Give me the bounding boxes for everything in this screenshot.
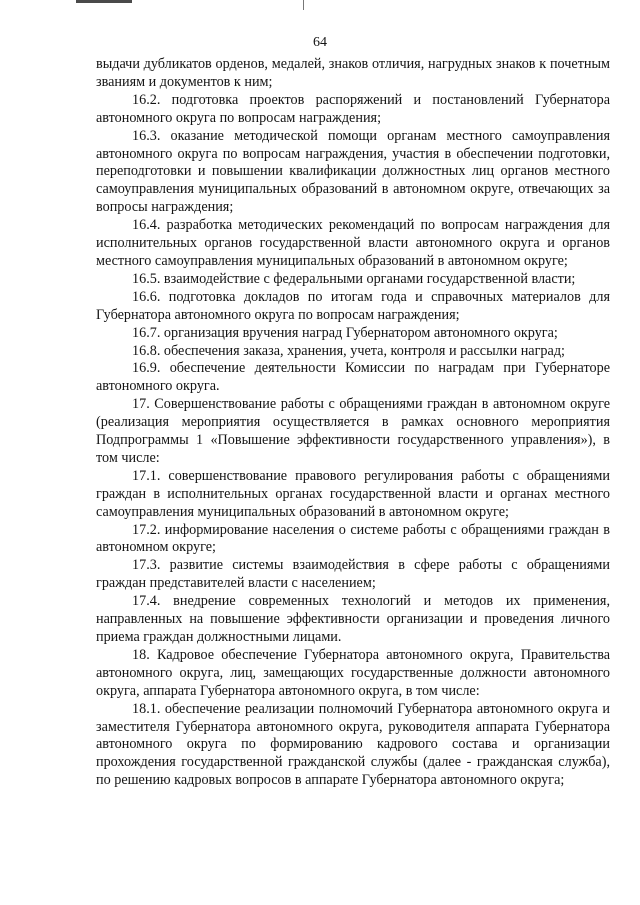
paragraph-16-1-continuation: выдачи дубликатов орденов, медалей, знаков отличия, нагрудных знаков к почетным званиям и документов к ним; — [96, 56, 610, 90]
paragraph-16-6: 16.6. подготовка докладов по итогам года и справочных материалов для Губернатора автономного округа по вопросам награждения; — [96, 288, 610, 323]
paragraph-18: 18. Кадровое обеспечение Губернатора автономного округа, Правительства автономного округа, лиц, замещающих государственные должности автономного округа, аппарата Губернатора автономного округа, в том числе: — [96, 646, 610, 699]
paragraph-16-5: 16.5. взаимодействие с федеральными органами государственной власти; — [132, 270, 576, 287]
paragraph-16-9: 16.9. обеспечение деятельности Комиссии по наградам при Губернаторе автономного округа. — [96, 360, 610, 395]
paragraph-17-2: 17.2. информирование населения о системе работы с обращениями граждан в автономном округе; — [96, 521, 610, 556]
paragraph-16-2: 16.2. подготовка проектов распоряжений и постановлений Губернатора автономного округа по вопросам награждения; — [96, 91, 610, 126]
scan-mark — [303, 0, 304, 10]
document-body — [96, 56, 610, 790]
paragraph-17-4: 17.4. внедрение современных технологий и методов их применения, направленных на повышение эффективности организации и проведения личного приема граждан должностными лицами. — [96, 593, 610, 645]
paragraph-18-1: 18.1. обеспечение реализации полномочий Губернатора автономного округа и заместителя Губернатора автономного округа, руководителя аппарата Губернатора автономного округа по формированию кадрового состава и организации прохождения государственной гражданской службы (далее - гражданская служба), по решению кадровых вопросов в аппарате Губернатора автономного округа; — [96, 700, 610, 789]
paragraph-16-7: 16.7. организация вручения наград Губернатором автономного округа; — [132, 324, 558, 341]
paragraph-16-4: 16.4. разработка методических рекомендаций по вопросам награждения для исполнительных органов государственной власти автономного округа и органов местного самоуправления муниципальных образований в автономном округе; — [96, 217, 610, 269]
paragraph-16-3: 16.3. оказание методической помощи органам местного самоуправления автономного округа по вопросам награждения, участия в обеспечении подготовки, переподготовки и повышении квалификации должностных лиц органов местного самоуправления муниципальных образований в автономном округе, отвечающих за вопросы награждения; — [96, 127, 610, 216]
paragraph-16-8: 16.8. обеспечения заказа, хранения, учета, контроля и рассылки наград; — [132, 342, 565, 359]
scan-artifact — [76, 0, 132, 3]
paragraph-17-1: 17.1. совершенствование правового регулирования работы с обращениями граждан в исполнительных органах государственной власти и органах местного самоуправления муниципальных образований в автономном округе; — [96, 467, 610, 520]
page-number: 64 — [313, 35, 327, 50]
paragraph-17: 17. Совершенствование работы с обращениями граждан в автономном округе (реализация мероприятия осуществляется в рамках основного мероприятия Подпрограммы 1 «Повышение эффективности государственного управления»), в том числе: — [96, 396, 610, 466]
paragraph-17-3: 17.3. развитие системы взаимодействия в сфере работы с обращениями граждан представителей власти с населением; — [96, 557, 610, 592]
